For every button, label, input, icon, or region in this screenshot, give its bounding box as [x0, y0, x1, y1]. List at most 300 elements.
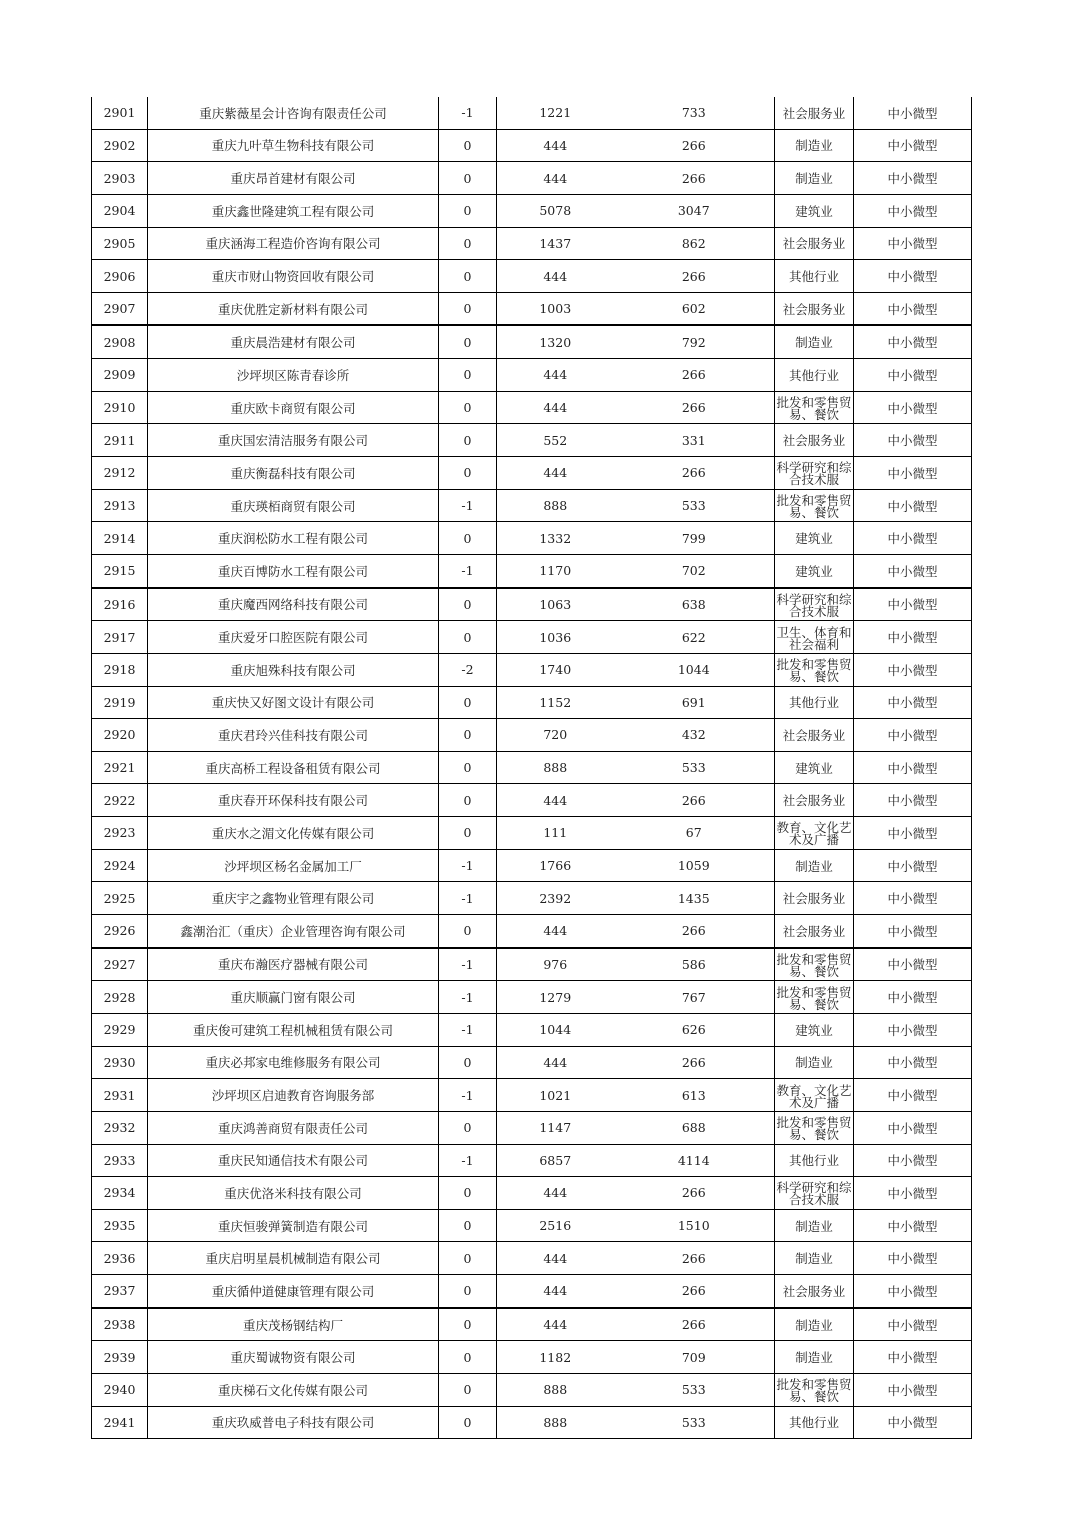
change-value-cell [439, 1275, 497, 1308]
row-number-cell [92, 1111, 148, 1144]
count-b-cell [614, 1275, 775, 1308]
company-name: 沙坪坝区启迪教育咨询服务部 [211, 1088, 375, 1104]
count-b: 767 [681, 989, 706, 1005]
count-b-cell [614, 751, 775, 784]
count-b: 533 [681, 1382, 706, 1398]
count-b-cell [614, 1046, 775, 1079]
change-value-cell [439, 1079, 497, 1112]
row-number: 2906 [103, 268, 136, 284]
industry: 其他行业 [788, 269, 839, 285]
count-a-cell [497, 457, 614, 490]
row-number-cell [92, 849, 148, 882]
company-name: 重庆启明星晨机械制造有限公司 [205, 1251, 381, 1267]
count-a: 888 [543, 1382, 568, 1398]
industry-cell [775, 97, 854, 129]
count-b-cell [614, 882, 775, 915]
industry: 制造业 [795, 1317, 833, 1333]
table-row [92, 751, 972, 784]
enterprise-size-cell [854, 522, 972, 555]
count-a: 1003 [539, 301, 572, 317]
count-b: 638 [681, 596, 706, 612]
industry: 批发和零售贸易、餐饮 [776, 1115, 852, 1142]
count-a-cell [497, 1308, 614, 1341]
industry-cell [775, 1144, 854, 1177]
count-b-cell [614, 1144, 775, 1177]
enterprise-size-cell [854, 162, 972, 195]
change-value: 0 [463, 170, 472, 186]
industry-cell [775, 260, 854, 293]
company-name: 重庆润松防水工程有限公司 [217, 531, 368, 547]
count-b-cell [614, 1013, 775, 1046]
count-b: 533 [681, 1414, 706, 1430]
company-name: 重庆晨浩建材有限公司 [230, 335, 356, 351]
enterprise-size: 中小微型 [887, 105, 938, 121]
enterprise-size: 中小微型 [887, 630, 938, 646]
count-b-cell [614, 457, 775, 490]
change-value: 0 [463, 1250, 472, 1266]
industry: 社会服务业 [782, 793, 846, 809]
count-a: 1320 [539, 334, 572, 350]
count-a-cell [497, 915, 614, 948]
enterprise-size: 中小微型 [887, 760, 938, 776]
change-value-cell [439, 621, 497, 654]
industry: 科学研究和综合技术服 [776, 1180, 852, 1207]
industry-cell [775, 817, 854, 850]
count-b-cell [614, 554, 775, 587]
count-b: 266 [681, 792, 706, 808]
change-value: 0 [463, 1317, 472, 1333]
industry: 社会服务业 [782, 433, 846, 449]
company-name-cell [148, 292, 439, 325]
row-number: 2924 [103, 858, 136, 874]
change-value: -1 [461, 563, 474, 579]
enterprise-size: 中小微型 [887, 465, 938, 481]
count-a-cell [497, 1111, 614, 1144]
count-a: 1044 [539, 1022, 572, 1038]
change-value-cell [439, 719, 497, 752]
table-row [92, 1046, 972, 1079]
table-row [92, 1209, 972, 1242]
count-b-cell [614, 522, 775, 555]
change-value-cell [439, 948, 497, 981]
row-number-cell [92, 457, 148, 490]
company-name-cell [148, 1373, 439, 1406]
table-row [92, 686, 972, 719]
count-a: 1437 [539, 235, 572, 251]
company-name-cell [148, 391, 439, 424]
industry: 社会服务业 [782, 301, 846, 317]
change-value: -1 [461, 1152, 474, 1168]
table-row [92, 325, 972, 358]
count-a-cell [497, 194, 614, 227]
industry-cell [775, 227, 854, 260]
count-b-cell [614, 424, 775, 457]
count-a-cell [497, 1046, 614, 1079]
count-b: 622 [681, 629, 706, 645]
count-a-cell [497, 948, 614, 981]
industry-cell [775, 162, 854, 195]
count-b-cell [614, 260, 775, 293]
company-table [91, 97, 972, 1439]
company-name: 重庆俊可建筑工程机械租赁有限公司 [192, 1022, 393, 1038]
company-name-cell [148, 1242, 439, 1275]
industry: 制造业 [795, 1218, 833, 1234]
count-a: 444 [543, 1185, 568, 1201]
change-value: 0 [463, 1414, 472, 1430]
company-name-cell [148, 653, 439, 686]
change-value: 0 [463, 792, 472, 808]
industry-cell [775, 424, 854, 457]
industry-cell [775, 1242, 854, 1275]
change-value: 0 [463, 530, 472, 546]
company-name-cell [148, 1308, 439, 1341]
industry: 制造业 [795, 858, 833, 874]
company-name: 鑫潮治汇（重庆）企业管理咨询有限公司 [180, 923, 406, 939]
enterprise-size-cell [854, 1144, 972, 1177]
change-value: 0 [463, 1349, 472, 1365]
count-b-cell [614, 948, 775, 981]
change-value: 0 [463, 235, 472, 251]
industry-cell [775, 751, 854, 784]
row-number: 2938 [103, 1317, 136, 1333]
row-number: 2932 [103, 1120, 136, 1136]
count-a-cell [497, 621, 614, 654]
enterprise-size: 中小微型 [887, 563, 938, 579]
count-a-cell [497, 1275, 614, 1308]
table-row [92, 1341, 972, 1374]
table-row [92, 227, 972, 260]
row-number: 2933 [103, 1152, 136, 1168]
count-a: 444 [543, 268, 568, 284]
industry: 教育、文化艺术及广播 [776, 820, 852, 847]
change-value: 0 [463, 1283, 472, 1299]
row-number-cell [92, 882, 148, 915]
industry: 其他行业 [788, 1415, 839, 1431]
enterprise-size-cell [854, 1242, 972, 1275]
change-value: 0 [463, 629, 472, 645]
count-a: 2516 [539, 1218, 572, 1234]
company-name: 重庆君玲兴佳科技有限公司 [217, 727, 368, 743]
row-number: 2920 [103, 727, 136, 743]
enterprise-size: 中小微型 [887, 662, 938, 678]
enterprise-size: 中小微型 [887, 1088, 938, 1104]
row-number: 2926 [103, 923, 136, 939]
company-name-cell [148, 1144, 439, 1177]
change-value-cell [439, 1144, 497, 1177]
enterprise-size-cell [854, 1111, 972, 1144]
table-row [92, 1177, 972, 1210]
company-name-cell [148, 1079, 439, 1112]
enterprise-size: 中小微型 [887, 825, 938, 841]
count-b: 331 [681, 432, 706, 448]
table-row [92, 1406, 972, 1439]
change-value: 0 [463, 367, 472, 383]
industry: 其他行业 [788, 367, 839, 383]
industry: 建筑业 [795, 203, 833, 219]
enterprise-size: 中小微型 [887, 793, 938, 809]
count-b: 862 [681, 235, 706, 251]
count-b: 266 [681, 137, 706, 153]
enterprise-size-cell [854, 457, 972, 490]
count-a: 1182 [539, 1349, 572, 1365]
table-row [92, 162, 972, 195]
industry: 制造业 [795, 1055, 833, 1071]
table-row [92, 260, 972, 293]
enterprise-size-cell [854, 653, 972, 686]
enterprise-size-cell [854, 260, 972, 293]
enterprise-size: 中小微型 [887, 498, 938, 514]
company-name-cell [148, 489, 439, 522]
industry: 社会服务业 [782, 727, 846, 743]
count-b: 533 [681, 760, 706, 776]
industry-cell [775, 882, 854, 915]
count-b: 1510 [677, 1218, 710, 1234]
count-a-cell [497, 588, 614, 621]
row-number-cell [92, 129, 148, 162]
change-value-cell [439, 325, 497, 358]
industry: 科学研究和综合技术服 [776, 460, 852, 487]
row-number-cell [92, 194, 148, 227]
company-name-cell [148, 227, 439, 260]
enterprise-size: 中小微型 [887, 990, 938, 1006]
count-b-cell [614, 162, 775, 195]
company-name-cell [148, 1406, 439, 1439]
count-a: 1152 [539, 694, 572, 710]
count-b-cell [614, 1341, 775, 1374]
change-value: -1 [461, 890, 474, 906]
company-name-cell [148, 588, 439, 621]
count-a-cell [497, 849, 614, 882]
count-a: 444 [543, 170, 568, 186]
row-number-cell [92, 1341, 148, 1374]
company-name-cell [148, 359, 439, 392]
table-row [92, 1242, 972, 1275]
industry-cell [775, 915, 854, 948]
company-name: 重庆鸿善商贸有限责任公司 [217, 1120, 368, 1136]
row-number-cell [92, 260, 148, 293]
industry-cell [775, 522, 854, 555]
enterprise-size-cell [854, 751, 972, 784]
industry-cell [775, 686, 854, 719]
industry: 建筑业 [795, 760, 833, 776]
enterprise-size: 中小微型 [887, 335, 938, 351]
company-name-cell [148, 325, 439, 358]
count-a: 444 [543, 1250, 568, 1266]
count-b: 266 [681, 1185, 706, 1201]
table-row [92, 588, 972, 621]
row-number: 2940 [103, 1382, 136, 1398]
row-number: 2913 [103, 498, 136, 513]
enterprise-size-cell [854, 588, 972, 621]
count-a-cell [497, 489, 614, 522]
change-value: -1 [461, 1087, 474, 1103]
industry: 社会服务业 [782, 923, 846, 939]
table-row [92, 457, 972, 490]
industry: 建筑业 [795, 563, 833, 579]
enterprise-size: 中小微型 [887, 1218, 938, 1234]
count-b: 1435 [677, 890, 710, 906]
count-b: 1059 [677, 858, 710, 874]
count-b-cell [614, 1406, 775, 1439]
count-b-cell [614, 227, 775, 260]
count-b-cell [614, 97, 775, 129]
count-a: 888 [543, 1414, 568, 1430]
count-a-cell [497, 359, 614, 392]
row-number: 2931 [103, 1087, 136, 1103]
change-value-cell [439, 1177, 497, 1210]
industry: 制造业 [795, 335, 833, 351]
count-b: 613 [681, 1087, 706, 1103]
industry: 制造业 [795, 138, 833, 154]
company-name: 重庆九叶草生物科技有限公司 [211, 138, 375, 154]
count-b-cell [614, 1373, 775, 1406]
change-value: 0 [463, 1185, 472, 1201]
count-a: 1036 [539, 629, 572, 645]
company-name-cell [148, 194, 439, 227]
count-b: 688 [681, 1120, 706, 1136]
industry-cell [775, 1406, 854, 1439]
table-row [92, 489, 972, 522]
table-row [92, 194, 972, 227]
count-b: 691 [681, 694, 706, 710]
company-name: 重庆欧卡商贸有限公司 [230, 400, 356, 416]
change-value-cell [439, 1341, 497, 1374]
table-row [92, 1373, 972, 1406]
row-number: 2901 [103, 105, 136, 121]
enterprise-size-cell [854, 1079, 972, 1112]
table-row [92, 948, 972, 981]
company-name-cell [148, 1275, 439, 1308]
company-name: 重庆玖威普电子科技有限公司 [211, 1415, 375, 1431]
change-value: 0 [463, 596, 472, 612]
industry: 科学研究和综合技术服 [776, 591, 852, 618]
enterprise-size-cell [854, 489, 972, 522]
count-b-cell [614, 391, 775, 424]
table-row [92, 719, 972, 752]
company-name-cell [148, 686, 439, 719]
enterprise-size: 中小微型 [887, 858, 938, 874]
row-number: 2910 [103, 400, 136, 416]
change-value-cell [439, 882, 497, 915]
count-b-cell [614, 621, 775, 654]
change-value-cell [439, 588, 497, 621]
enterprise-size: 中小微型 [887, 1317, 938, 1333]
count-b: 266 [681, 268, 706, 284]
enterprise-size-cell [854, 1308, 972, 1341]
table-row [92, 1275, 972, 1308]
count-b-cell [614, 129, 775, 162]
company-name: 重庆国宏清洁服务有限公司 [217, 433, 368, 449]
count-a-cell [497, 292, 614, 325]
count-b-cell [614, 489, 775, 522]
industry-cell [775, 391, 854, 424]
row-number: 2921 [103, 760, 136, 776]
change-value: -1 [461, 989, 474, 1005]
industry: 制造业 [795, 1251, 833, 1267]
count-a-cell [497, 325, 614, 358]
enterprise-size: 中小微型 [887, 269, 938, 285]
industry-cell [775, 784, 854, 817]
enterprise-size: 中小微型 [887, 1382, 938, 1398]
industry-cell [775, 1209, 854, 1242]
count-b-cell [614, 981, 775, 1014]
row-number-cell [92, 292, 148, 325]
enterprise-size-cell [854, 325, 972, 358]
company-name: 重庆水之湄文化传媒有限公司 [211, 825, 375, 841]
row-number-cell [92, 227, 148, 260]
count-b-cell [614, 1111, 775, 1144]
change-value: 0 [463, 137, 472, 153]
company-name: 重庆优胜定新材料有限公司 [217, 301, 368, 317]
table-row [92, 129, 972, 162]
change-value: -2 [461, 662, 474, 678]
company-name-cell [148, 162, 439, 195]
count-a-cell [497, 817, 614, 850]
change-value-cell [439, 817, 497, 850]
change-value-cell [439, 1373, 497, 1406]
change-value-cell [439, 97, 497, 129]
change-value-cell [439, 915, 497, 948]
count-b: 702 [681, 563, 706, 579]
industry: 卫生、体育和社会福利 [776, 624, 852, 651]
count-a: 1740 [539, 662, 572, 678]
change-value-cell [439, 554, 497, 587]
industry-cell [775, 359, 854, 392]
count-a: 111 [543, 825, 568, 841]
enterprise-size-cell [854, 194, 972, 227]
row-number-cell [92, 1242, 148, 1275]
count-b: 266 [681, 465, 706, 481]
enterprise-size: 中小微型 [887, 1055, 938, 1071]
count-a-cell [497, 1209, 614, 1242]
row-number: 2936 [103, 1250, 136, 1266]
company-name: 重庆衡磊科技有限公司 [230, 465, 356, 481]
company-name-cell [148, 260, 439, 293]
company-name-cell [148, 915, 439, 948]
row-number-cell [92, 325, 148, 358]
table-row [92, 391, 972, 424]
count-b: 266 [681, 1317, 706, 1333]
count-a-cell [497, 1373, 614, 1406]
row-number-cell [92, 686, 148, 719]
count-b: 266 [681, 170, 706, 186]
row-number: 2922 [103, 792, 136, 808]
row-number: 2911 [103, 432, 136, 448]
enterprise-size-cell [854, 97, 972, 129]
change-value-cell [439, 194, 497, 227]
enterprise-size-cell [854, 1013, 972, 1046]
count-b: 266 [681, 367, 706, 383]
change-value-cell [439, 1111, 497, 1144]
company-name-cell [148, 1013, 439, 1046]
company-name: 重庆涵海工程造价咨询有限公司 [205, 236, 381, 252]
company-name-cell [148, 1341, 439, 1374]
enterprise-size-cell [854, 849, 972, 882]
count-b: 266 [681, 923, 706, 939]
count-a-cell [497, 129, 614, 162]
count-b: 626 [681, 1022, 706, 1038]
company-name: 重庆百博防水工程有限公司 [217, 563, 368, 579]
count-a: 444 [543, 137, 568, 153]
enterprise-size: 中小微型 [887, 531, 938, 547]
table-row [92, 554, 972, 587]
table-row [92, 1013, 972, 1046]
change-value: 0 [463, 923, 472, 939]
change-value-cell [439, 359, 497, 392]
company-name-cell [148, 1209, 439, 1242]
count-b: 586 [681, 956, 706, 972]
industry-cell [775, 621, 854, 654]
